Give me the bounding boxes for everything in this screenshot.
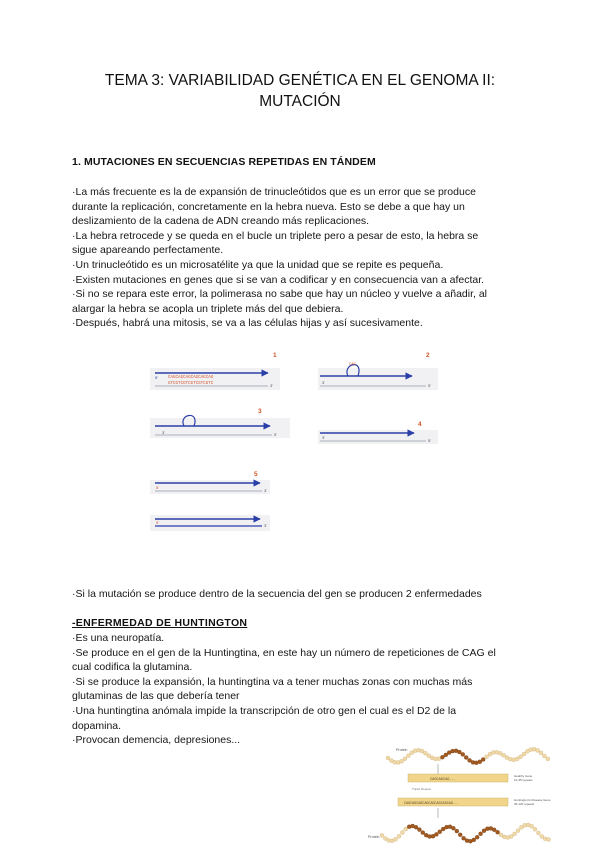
text-line: cual codifica la glutamina. — [72, 661, 193, 674]
protein-bead — [530, 824, 534, 828]
text-line: ·Se produce en el gen de la Huntingtina, en este hay un número de repeticiones de CAG el — [72, 646, 496, 659]
text-line: ·La hebra retrocede y se queda en el bucle un triplete pero a pesar de esto, la hebra se — [72, 229, 479, 242]
protein-bead — [421, 831, 425, 835]
huntington-body — [72, 631, 524, 748]
protein-bead — [509, 835, 513, 839]
protein-bead — [540, 835, 544, 839]
protein-bead — [496, 830, 500, 834]
panel-4 — [318, 421, 438, 444]
text-line: ·Una huntingtina anómala impide la transcripción de otro gen el cual es el D2 de la — [72, 704, 457, 717]
text-line: ·Un trinucleótido es un microsatélite ya que la unidad que se repite es pequeña. — [72, 258, 444, 271]
protein-bead — [440, 755, 444, 759]
panel-2 — [318, 352, 438, 390]
step-number: 3 — [258, 408, 262, 415]
mutant-label: Huntington's Disease Gene — [514, 798, 551, 802]
end-label: 5' — [155, 375, 158, 380]
protein-bead — [464, 756, 468, 760]
text-line: dopamina. — [72, 719, 122, 732]
protein-bead — [423, 751, 427, 755]
protein-bead — [438, 830, 442, 834]
end-label: 5' — [156, 485, 159, 490]
protein-bead — [502, 753, 506, 757]
end-label: 3' — [270, 383, 273, 388]
text-line: glutaminas de las que debería tener — [72, 690, 240, 703]
panel-6 — [150, 515, 270, 531]
end-label: 5' — [428, 438, 431, 443]
seq-loop: CAG — [349, 363, 356, 367]
protein-bead — [478, 760, 482, 764]
slippage-diagram — [150, 340, 450, 540]
protein-bead — [414, 825, 418, 829]
end-label: 3' — [162, 430, 165, 435]
panel-3 — [150, 408, 290, 438]
protein-bead — [457, 750, 461, 754]
end-label: 5' — [428, 383, 431, 388]
text-line: ·Provocan demencia, depresiones... — [72, 734, 241, 747]
end-label: 3' — [322, 435, 325, 440]
protein-chain-healthy — [386, 747, 550, 765]
protein-bead — [458, 833, 462, 837]
text-line: sigue apareando perfectamente. — [72, 244, 224, 257]
mutant-seq: CAGCAGCAGCAGCAGCAGCAGCAG... — [404, 802, 459, 806]
after-figure-text: ·Si la mutación se produce dentro de la secuencia del gen se producen 2 enfermedades — [72, 588, 482, 600]
protein-bead — [485, 755, 489, 759]
protein-bead — [481, 758, 485, 762]
protein-bead — [475, 835, 479, 839]
protein-label: Protein — [396, 748, 408, 752]
repeat-label: Triplet Repeat — [412, 787, 431, 791]
protein-bead — [546, 757, 550, 761]
protein-label: Protein — [368, 835, 380, 839]
protein-bead — [397, 834, 401, 838]
protein-bead — [400, 831, 404, 835]
protein-bead — [461, 752, 465, 756]
protein-bead — [536, 748, 540, 752]
end-label: 3' — [264, 523, 267, 528]
step-number: 2 — [426, 352, 430, 359]
huntingtin-diagram — [368, 738, 558, 848]
end-label: 3' — [264, 488, 267, 493]
step-number: 5 — [254, 471, 258, 478]
huntington-heading: -ENFERMEDAD DE HUNTINGTON — [72, 617, 248, 629]
protein-bead — [403, 757, 407, 761]
end-label: 5' — [156, 520, 159, 525]
title-line-2: MUTACIÓN — [259, 93, 341, 110]
healthy-seq: CAGCAGCAG... — [430, 778, 456, 782]
section-heading-1: 1. MUTACIONES EN SECUENCIAS REPETIDAS EN TÁNDEM — [72, 156, 376, 168]
protein-bead — [451, 826, 455, 830]
step-number: 1 — [273, 352, 277, 359]
protein-bead — [417, 828, 421, 832]
text-line: ·La más frecuente es la de expansión de trinucleótidos que es un error que se produce — [72, 186, 476, 198]
protein-bead — [380, 833, 384, 837]
page-title — [60, 70, 540, 112]
text-line: ·Después, habrá una mitosis, se va a las células hijas y así sucesivamente. — [72, 317, 423, 330]
section1-body — [72, 185, 524, 331]
protein-bead — [400, 759, 404, 763]
protein-bead — [394, 837, 398, 841]
text-line: durante la replicación, concretamente en la hebra nueva. Esto se debe a que hay un — [72, 200, 465, 213]
mutant-range: 36-120 repeats — [514, 802, 535, 806]
protein-bead — [404, 827, 408, 831]
text-line: ·Es una neuropatía. — [72, 632, 165, 644]
panel-5 — [150, 471, 270, 494]
seq-top: CAGCAGCAGCAGCAGCAG — [168, 376, 214, 380]
step-number: 4 — [418, 421, 422, 428]
protein-bead — [406, 754, 410, 758]
text-line: ·Si se produce la expansión, la huntingtina va a tener muchas zonas con muchas más — [72, 675, 473, 688]
protein-bead — [479, 832, 483, 836]
seq-bottom: GTCGTCGTCGTCGTCGTC — [168, 382, 214, 386]
protein-bead — [492, 828, 496, 832]
protein-bead — [386, 756, 390, 760]
title-line-1: TEMA 3: VARIABILIDAD GENÉTICA EN EL GENOMA II: — [104, 72, 496, 89]
protein-bead — [472, 838, 476, 842]
protein-bead — [434, 832, 438, 836]
protein-bead — [462, 836, 466, 840]
protein-chain-mutant — [380, 823, 551, 843]
protein-bead — [547, 838, 551, 842]
text-line: deslizamiento de la cadena de ADN creando más replicaciones. — [72, 215, 370, 228]
protein-bead — [536, 831, 540, 835]
protein-bead — [444, 753, 448, 757]
protein-bead — [542, 754, 546, 758]
protein-bead — [533, 827, 537, 831]
protein-bead — [519, 755, 523, 759]
end-label: 3' — [322, 380, 325, 385]
protein-bead — [455, 829, 459, 833]
protein-bead — [522, 752, 526, 756]
text-line: ·Si no se repara este error, la polimerasa no sabe que hay un núcleo y vuelve a añadir, al — [72, 288, 488, 301]
protein-bead — [516, 829, 520, 833]
protein-bead — [513, 832, 517, 836]
healthy-label: Healthy Gene — [514, 774, 533, 778]
healthy-gene-bar — [408, 774, 508, 782]
text-line: ·Existen mutaciones en genes que si se van a codificar y en consecuencia van a afectar. — [72, 273, 485, 286]
healthy-range: 10-35 repeats — [514, 778, 533, 782]
text-line: alargar la hebra se acopla un triplete más del que debiera. — [72, 302, 344, 315]
end-label: 5' — [274, 432, 277, 437]
protein-bead — [539, 751, 543, 755]
panel-1 — [150, 352, 280, 390]
